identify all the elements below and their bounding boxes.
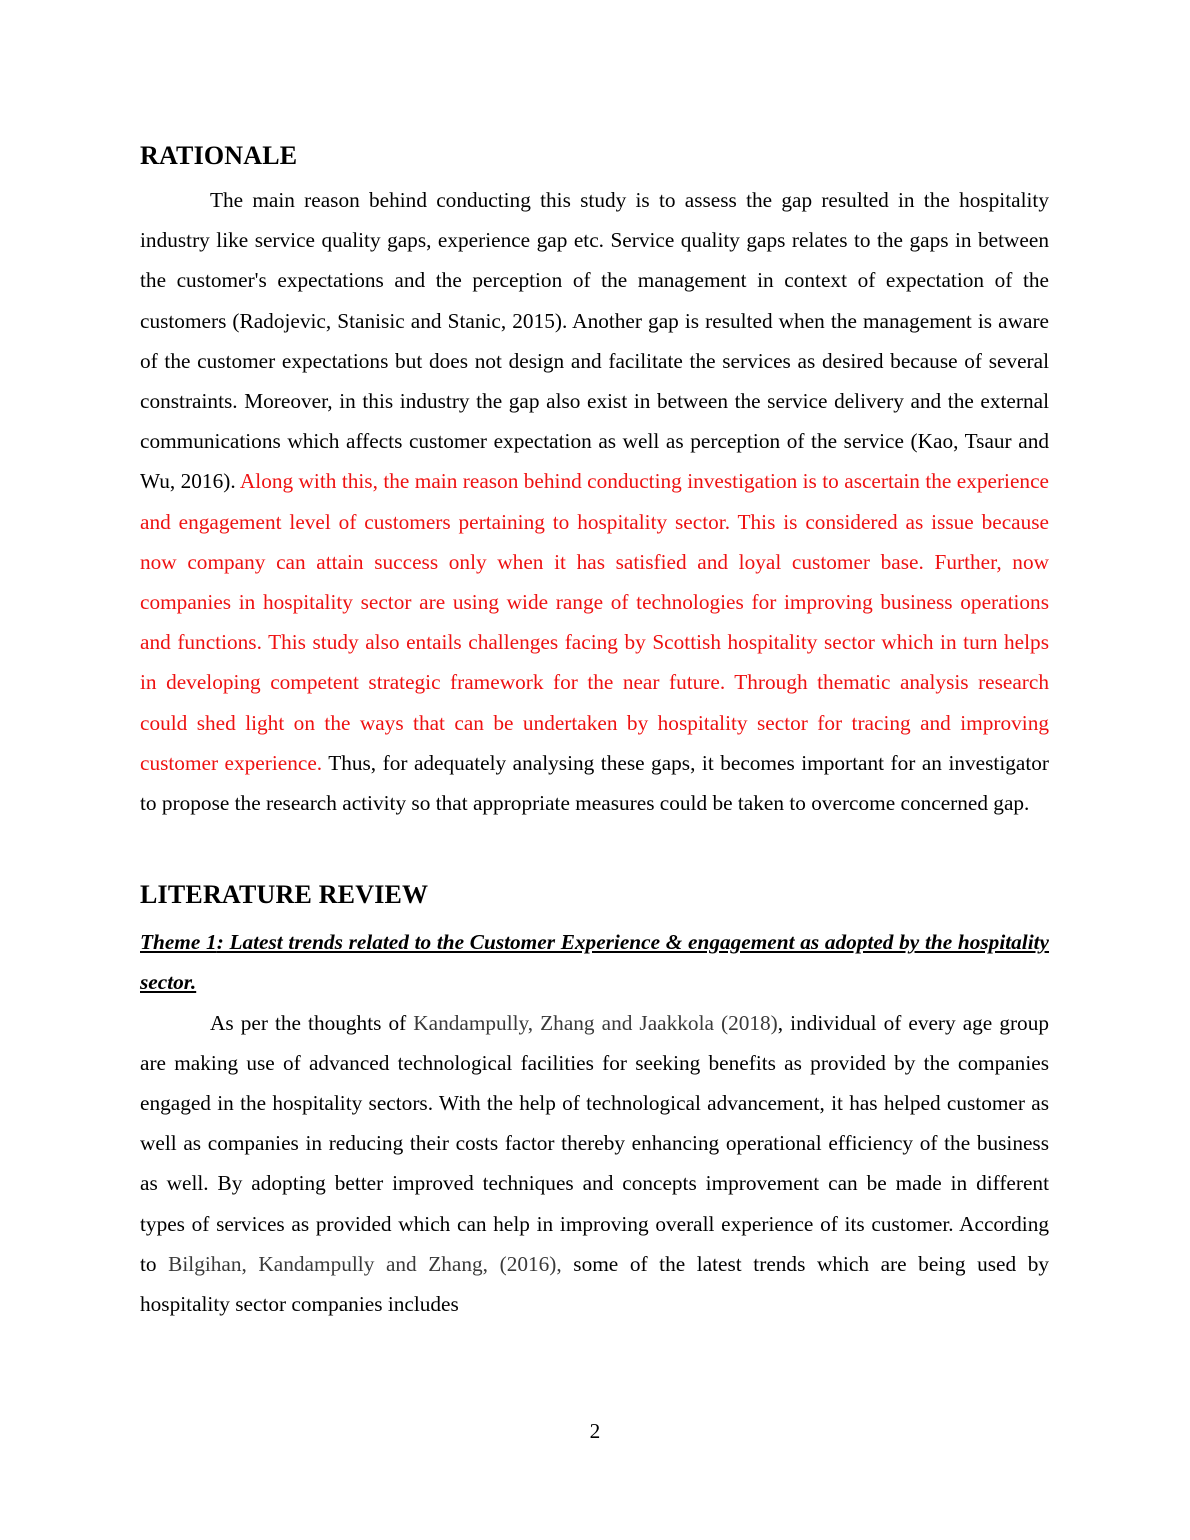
theme-1-description: : Latest trends related to the Customer Experience & engagement as adopted by the hospitality sector.: [140, 930, 1050, 995]
rationale-highlighted-text: Along with this, the main reason behind conducting investigation is to ascertain the experience and engagement level of customers pertaining to hospitality sector. This is considered as issue because now company can attain success only when it has satisfied and loyal customer base. Further, now companies in hospitality sector are using wide range of technologies for improving business operations and functions. This study also entails challenges facing by Scottish hospitality sector which in turn helps in developing competent strategic framework for the near future. Through thematic analysis research could shed light on the ways that can be undertaken by hospitality sector for tracing and improving customer experience.: [140, 469, 1049, 775]
literature-review-heading: LITERATURE REVIEW: [140, 880, 429, 910]
theme-1-label: Theme 1: [140, 930, 217, 955]
rationale-text-2: Thus, for adequately analysing these gaps, it becomes important for an investigator to propose the research activity so that appropriate measures could be taken to overcome concerned gap.: [140, 750, 1049, 816]
citation-bilgihan-2016: Bilgihan, Kandampully and Zhang, (2016),: [168, 1251, 562, 1276]
rationale-text-1: The main reason behind conducting this study is to assess the gap resulted in the hospitality industry like service quality gaps, experience gap etc. Service quality gaps relates to the gaps in between the customer's expectations and the perception of the management in context of expectation of the customers (Radojevic, Stanisic and Stanic, 2015). Another gap is resulted when the management is aware of the customer expectations but does not design and facilitate the services as desired because of several constraints. Moreover, in this industry the gap also exist in between the service delivery and the external communications which affects customer expectation as well as perception of the service (Kao, Tsaur and Wu, 2016).: [140, 188, 1049, 494]
document-page: [140, 138, 1049, 1324]
page-number: 2: [589, 1419, 601, 1443]
theme-1-title: [140, 922, 1049, 1002]
rationale-paragraph: [140, 180, 1049, 823]
literature-review-paragraph: [140, 1003, 1049, 1325]
lit-text-2: , individual of every age group are making use of advanced technological facilities for seeking benefits as provided by the companies engaged in the hospitality sectors. With the help of technological advancement, it has helped customer as well as companies in reducing their costs factor thereby enhancing operational efficiency of the business as well. By adopting better improved techniques and concepts improvement can be made in different types of services as provided which can help in improving overall experience of its customer. According to: [140, 1010, 1050, 1276]
rationale-heading: RATIONALE: [140, 141, 298, 170]
lit-text-1: As per the thoughts of: [210, 1010, 414, 1035]
citation-kandampully-2018: Kandampully, Zhang and Jaakkola (2018): [413, 1010, 778, 1035]
lit-text-3: some of the latest trends which are being used by hospitality sector companies includes: [140, 1251, 1049, 1317]
